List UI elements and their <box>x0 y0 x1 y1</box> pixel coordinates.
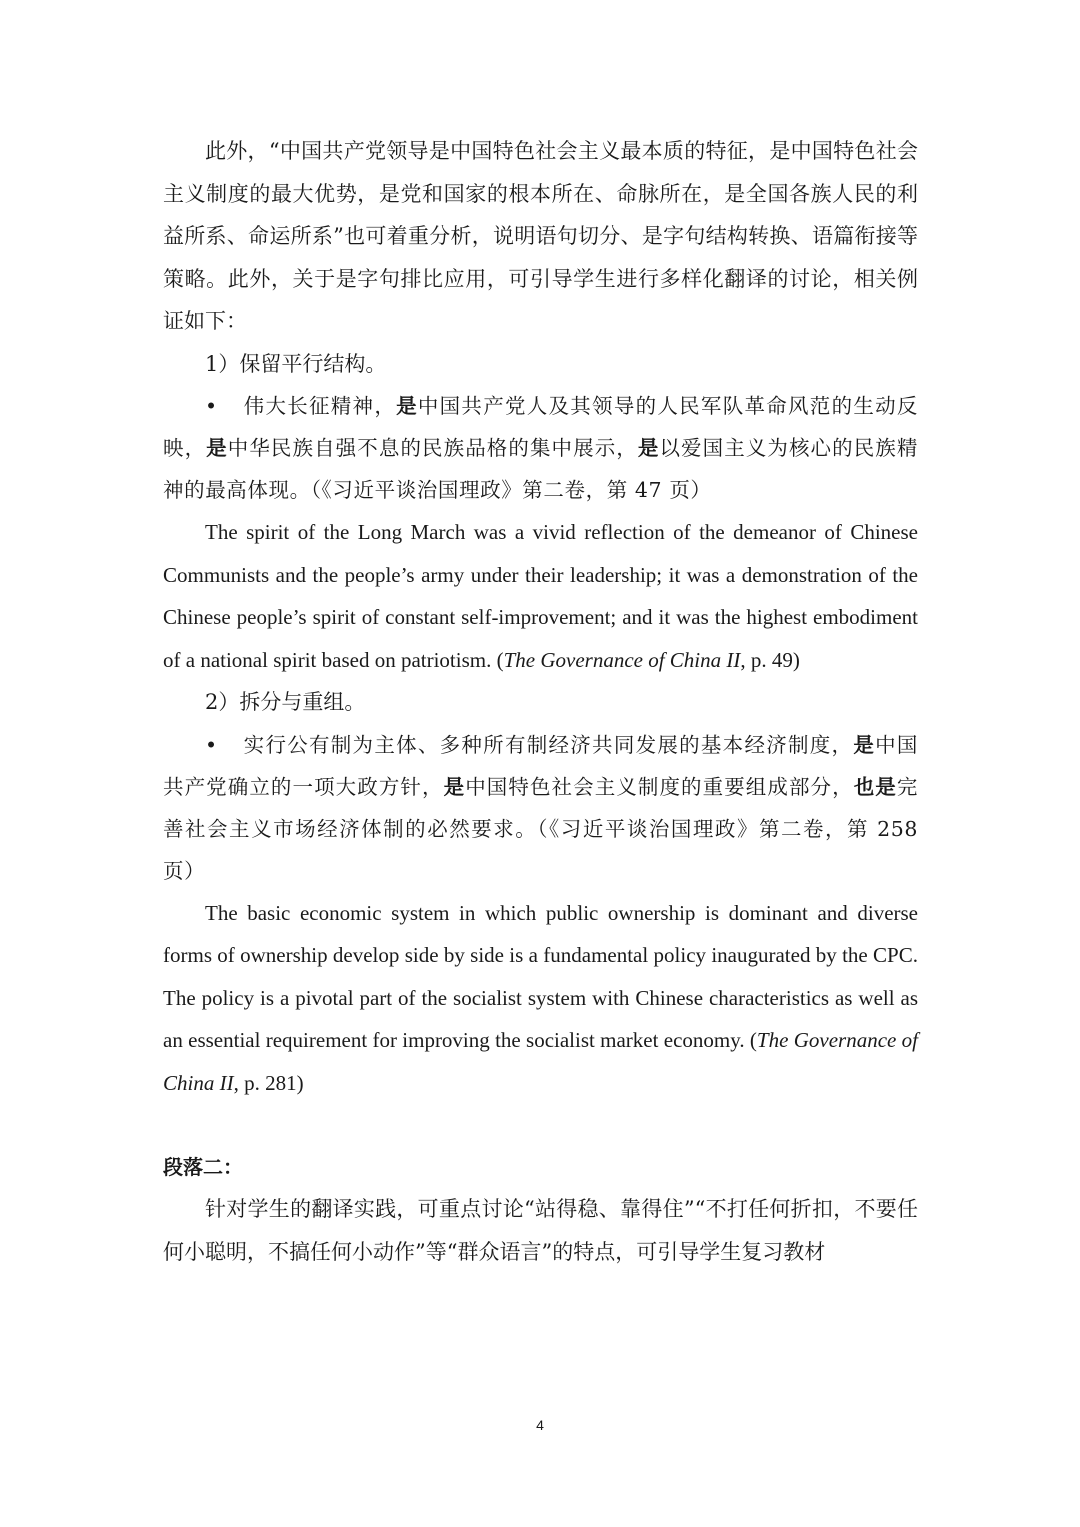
paragraph-intro: 此外，“中国共产党领导是中国特色社会主义最本质的特征，是中国特色社会主义制度的最大优势，是党和国家的根本所在、命脉所在，是全国各族人民的利益所系、命运所系”也可着重分析，说明语句切分、是字句结构转换、语篇衔接等策略。此外，关于是字句排比应用，可引导学生进行多样化翻译的讨论，相关例证如下： <box>163 139 918 333</box>
quote-text: 伟大长征精神， <box>243 394 397 418</box>
document-page <box>163 130 918 1273</box>
quote-emphasis: 是 <box>396 394 418 418</box>
translation-source: The Governance of China II <box>163 1028 918 1095</box>
quote-text: 中华民族自强不息的民族品格的集中展示， <box>227 436 638 460</box>
section2-text: 针对学生的翻译实践，可重点讨论“站得稳、靠得住”“不打任何折扣，不要任何小聪明，不搞任何小动作”等“群众语言”的特点，可引导学生复习教材 <box>163 1197 918 1264</box>
quote-emphasis: 也是 <box>853 774 897 799</box>
bullet-icon: • <box>205 394 218 418</box>
translation-page: , p. 281) <box>233 1070 304 1095</box>
example2-quote <box>163 724 918 892</box>
quote-text: 实行公有制为主体、多种所有制经济共同发展的基本经济制度， <box>243 732 854 757</box>
example2-translation <box>163 892 918 1105</box>
translation-text: The basic economic system in which public ownership is dominant and diverse forms of ownership develop side by side is a fundamental policy inaugurated by the CPC. The policy is a pivotal part of the socialist system with Chinese characteristics as well as an essential requirement for improving the socialist market economy. ( <box>163 900 918 1052</box>
quote-text: 完善社会主义市场经济体制的必然要求。（《习近平谈治国理政》第二卷，第 258 页） <box>163 774 918 883</box>
example1-heading: 1）保留平行结构。 <box>205 351 387 376</box>
translation-text: The spirit of the Long March was a vivid reflection of the demeanor of Chinese Communists and the people’s army under their leadership; it was a demonstration of the Chinese people’s spirit of constant self-improvement; and it was the highest embodiment of a national spirit based on patriotism. ( <box>163 520 918 672</box>
quote-text: 以爱国主义为核心的民族精神的最高体现。（《习近平谈治国理政》第二卷，第 47 页） <box>163 436 918 502</box>
example1-quote <box>163 385 918 511</box>
quote-emphasis: 是 <box>637 436 660 460</box>
quote-emphasis: 是 <box>206 436 228 460</box>
translation-page: , p. 49) <box>740 647 800 672</box>
quote-emphasis: 是 <box>853 732 876 757</box>
section2-title: 段落二： <box>163 1155 243 1179</box>
quote-text: 中国共产党人及其领导的人民军队革命风范的生动反映， <box>163 394 918 460</box>
example2-heading: 2）拆分与重组。 <box>205 690 366 714</box>
bullet-icon: • <box>205 732 218 757</box>
quote-text: 中国共产党确立的一项大政方针， <box>163 732 918 799</box>
page-number: 4 <box>536 1417 544 1433</box>
quote-emphasis: 是 <box>443 774 466 799</box>
translation-source: The Governance of China II <box>503 647 741 672</box>
example1-translation <box>163 511 918 681</box>
quote-text: 中国特色社会主义制度的重要组成部分， <box>465 774 854 799</box>
